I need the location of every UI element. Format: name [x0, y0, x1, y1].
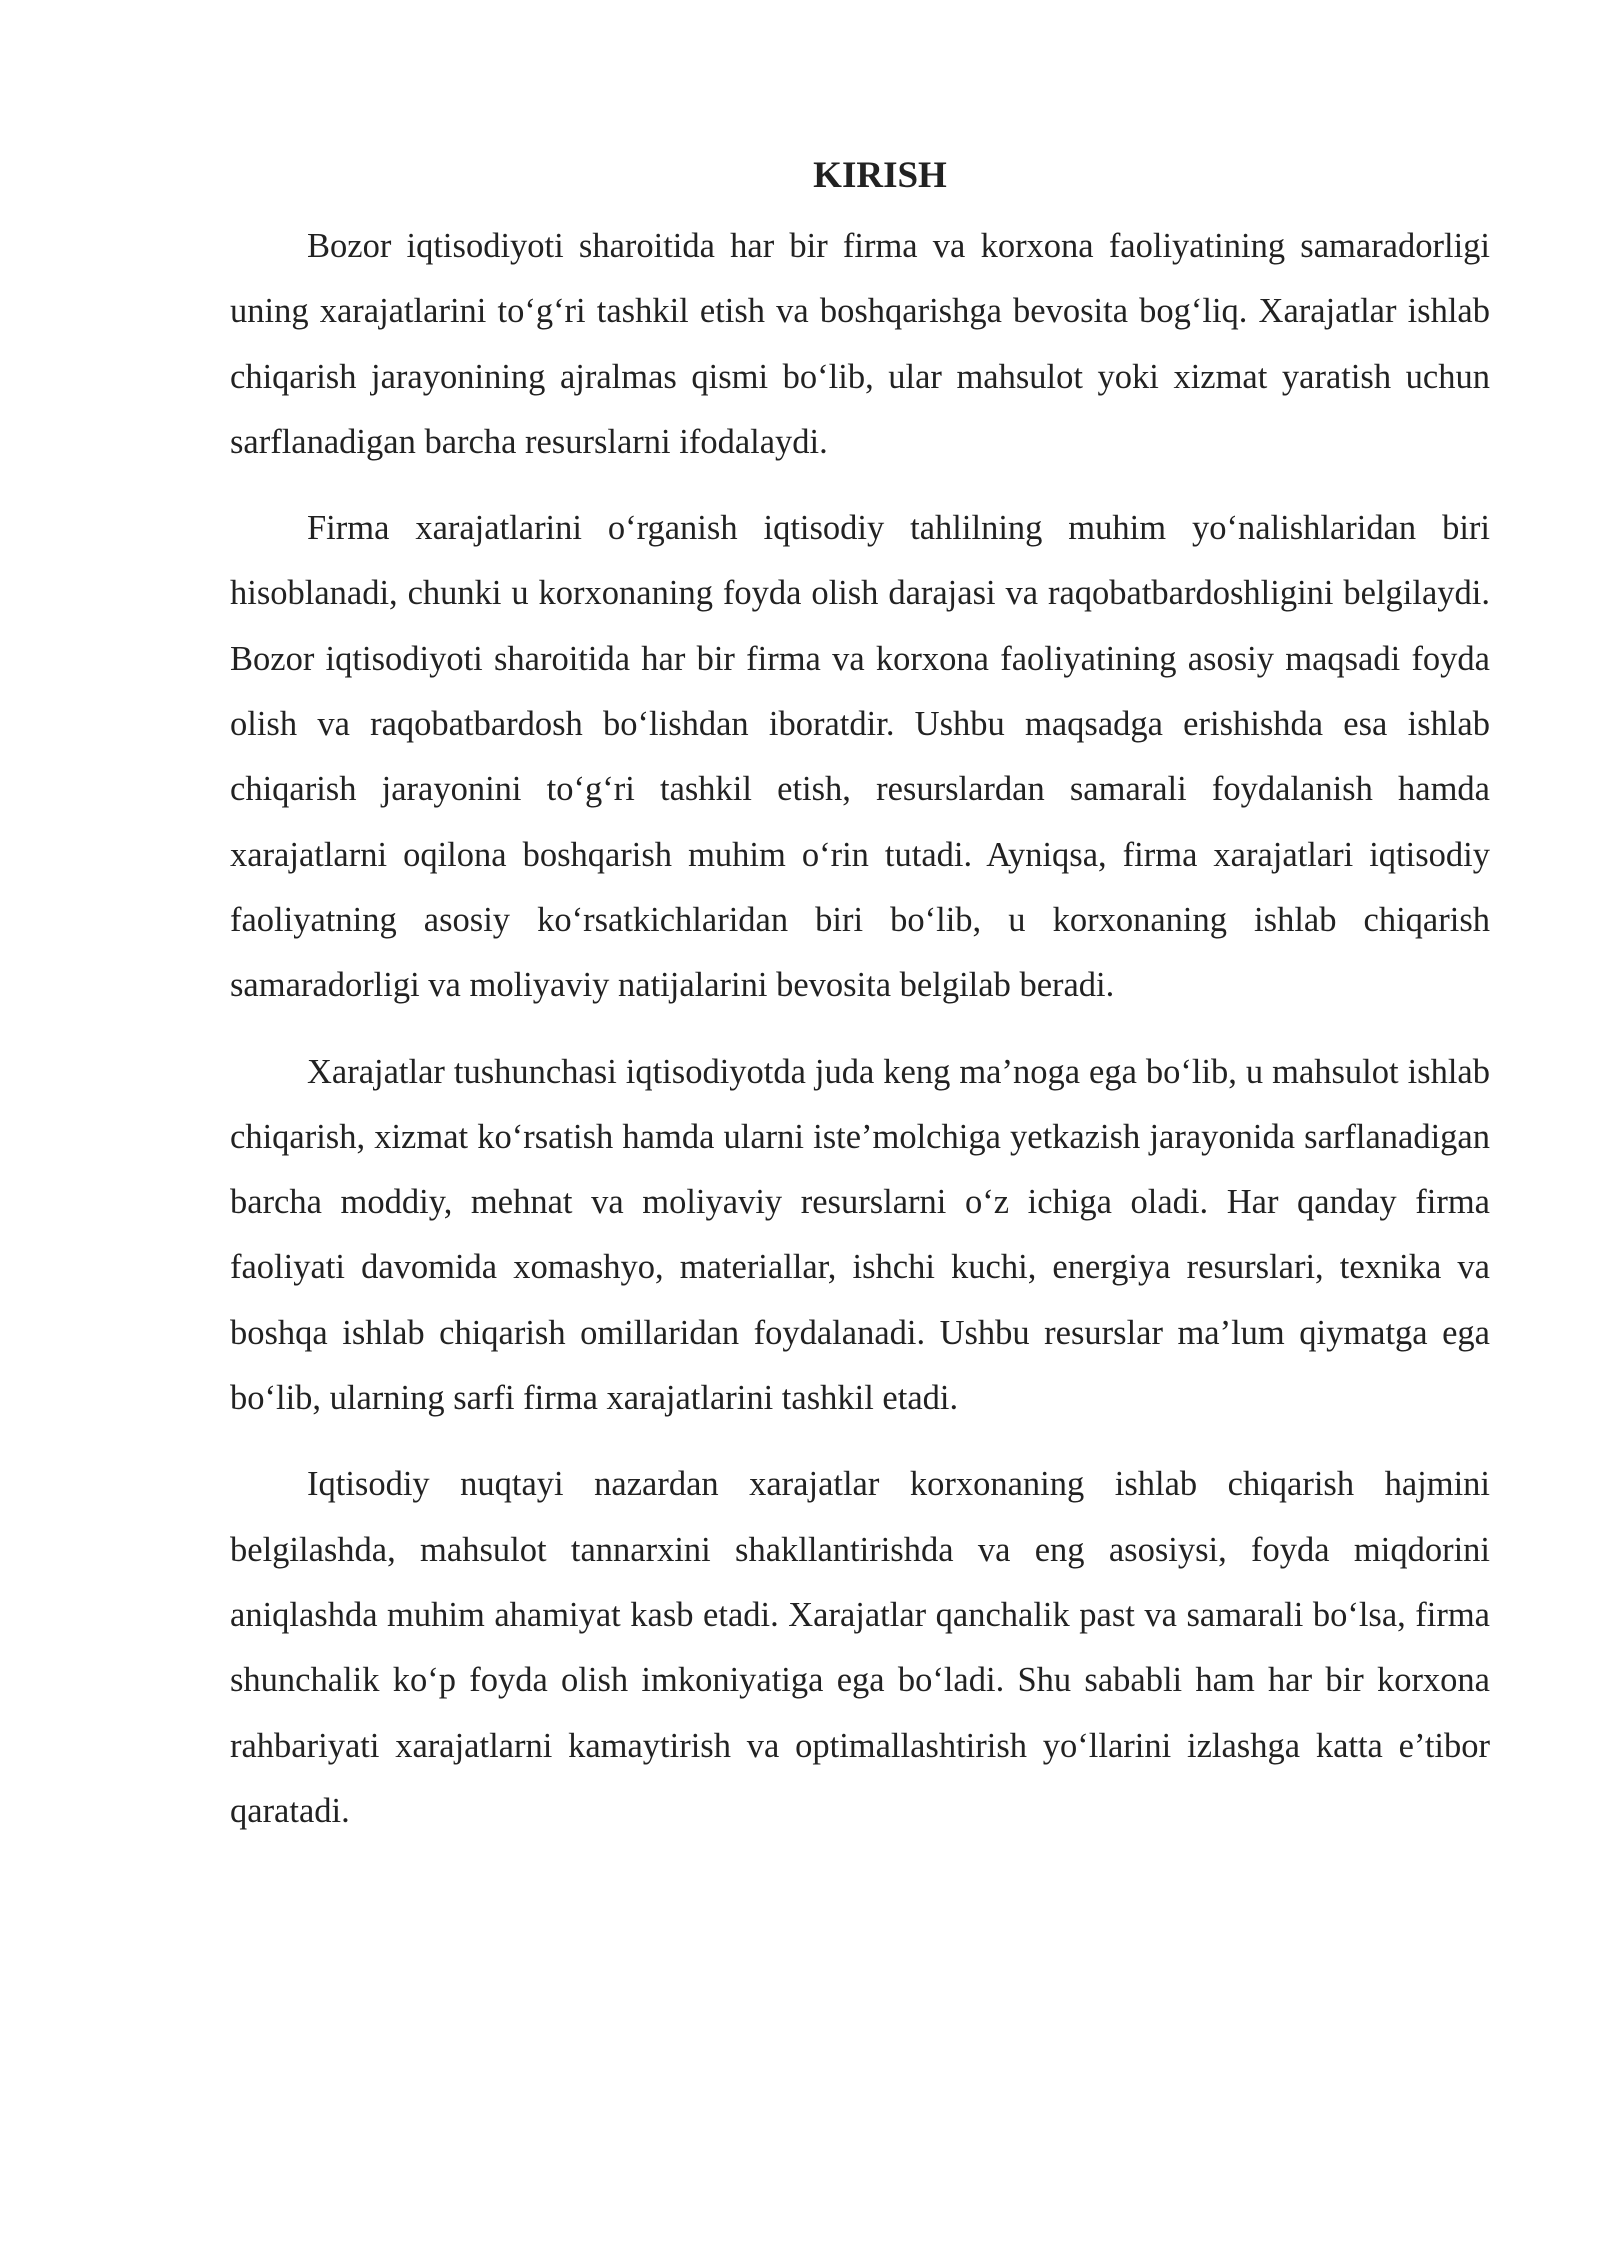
document-body	[230, 150, 1490, 1865]
paragraph-2: Firma xarajatlarini o‘rganish iqtisodiy tahlilning muhim yo‘nalishlaridan biri hisoblanadi, chunki u korxonaning foyda olish darajasi va raqobatbardoshligini belgilaydi. Bozor iqtisodiyoti sharoitida har bir firma va korxona faoliyatining asosiy maqsadi foyda olish va raqobatbardosh bo‘lishdan iboratdir. Ushbu maqsadga erishishda esa ishlab chiqarish jarayonini to‘g‘ri tashkil etish, resurslardan samarali foydalanish hamda xarajatlarni oqilona boshqarish muhim o‘rin tutadi. Ayniqsa, firma xarajatlari iqtisodiy faoliyatning asosiy ko‘rsatkichlaridan biri bo‘lib, u korxonaning ishlab chiqarish samaradorligi va moliyaviy natijalarini bevosita belgilab beradi.	[230, 509, 1490, 1005]
paragraph-4: Iqtisodiy nuqtayi nazardan xarajatlar korxonaning ishlab chiqarish hajmini belgilashda, mahsulot tannarxini shakllantirishda va eng asosiysi, foyda miqdorini aniqlashda muhim ahamiyat kasb etadi. Xarajatlar qanchalik past va samarali bo‘lsa, firma shunchalik ko‘p foyda olish imkoniyatiga ega bo‘ladi. Shu sababli ham har bir korxona rahbariyati xarajatlarni kamaytirish va optimallashtirish yo‘llarini izlashga katta e’tibor qaratadi.	[230, 1465, 1490, 1830]
page-title: KIRISH	[813, 155, 947, 196]
paragraph-1: Bozor iqtisodiyoti sharoitida har bir firma va korxona faoliyatining samaradorligi uning xarajatlarini to‘g‘ri tashkil etish va boshqarishga bevosita bog‘liq. Xarajatlar ishlab chiqarish jarayonining ajralmas qismi bo‘lib, ular mahsulot yoki xizmat yaratish uchun sarflanadigan barcha resurslarni ifodalaydi.	[230, 227, 1490, 461]
paragraph-3: Xarajatlar tushunchasi iqtisodiyotda juda keng ma’noga ega bo‘lib, u mahsulot ishlab chiqarish, xizmat ko‘rsatish hamda ularni iste’molchiga yetkazish jarayonida sarflanadigan barcha moddiy, mehnat va moliyaviy resurslarni o‘z ichiga oladi. Har qanday firma faoliyati davomida xomashyo, materiallar, ishchi kuchi, energiya resurslari, texnika va boshqa ishlab chiqarish omillaridan foydalanadi. Ushbu resurslar ma’lum qiymatga ega bo‘lib, ularning sarfi firma xarajatlarini tashkil etadi.	[230, 1052, 1490, 1418]
